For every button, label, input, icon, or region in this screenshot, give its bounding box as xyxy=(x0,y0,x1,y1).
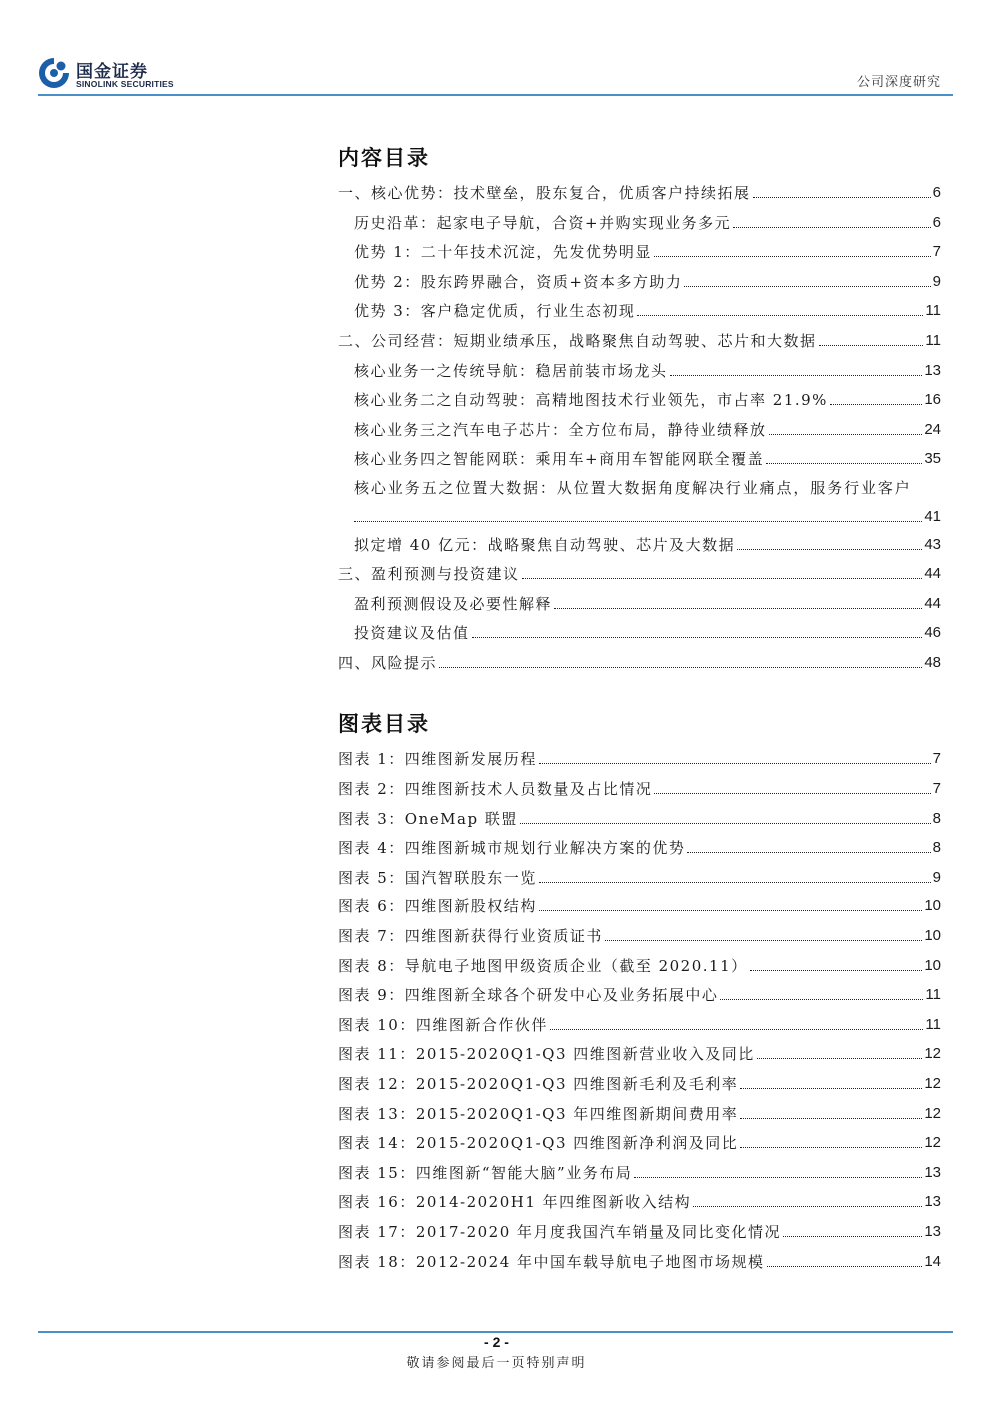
figure-entry[interactable] xyxy=(338,954,941,978)
dot-leader xyxy=(753,197,931,198)
figure-entry-text: 图表 15：四维图新“智能大脑”业务布局 xyxy=(338,1164,633,1182)
figure-entry-page: 7 xyxy=(932,780,941,797)
toc-entry-page: 16 xyxy=(924,391,941,408)
toc-entry[interactable] xyxy=(354,388,941,412)
figure-entry[interactable] xyxy=(338,1072,941,1096)
figure-entry[interactable] xyxy=(338,866,941,890)
toc-entry[interactable] xyxy=(354,418,941,442)
figure-entry-page: 13 xyxy=(924,1193,941,1210)
dot-leader xyxy=(830,404,922,405)
toc-entry[interactable] xyxy=(354,211,941,235)
toc-entry-page: 11 xyxy=(925,302,941,319)
dot-leader xyxy=(539,910,922,911)
toc-entry-page: 7 xyxy=(932,243,941,260)
dot-leader xyxy=(737,549,922,550)
figure-entry[interactable] xyxy=(338,1131,941,1155)
dot-leader xyxy=(634,1177,922,1178)
dot-leader xyxy=(740,1118,922,1119)
toc-entry-wrapped-leader[interactable] xyxy=(354,505,941,529)
toc-entry-page: 6 xyxy=(932,184,941,201)
dot-leader xyxy=(733,227,931,228)
figure-entry-text: 图表 12：2015-2020Q1-Q3 四维图新毛利及毛利率 xyxy=(338,1075,739,1093)
figure-entry-text: 图表 9：四维图新全球各个研发中心及业务拓展中心 xyxy=(338,986,719,1004)
figure-entry-text: 图表 6：四维图新股权结构 xyxy=(338,897,537,915)
dot-leader xyxy=(740,1147,922,1148)
toc-entry-page: 46 xyxy=(924,624,941,641)
dot-leader xyxy=(767,1266,923,1267)
dot-leader xyxy=(439,667,922,668)
figure-entry[interactable] xyxy=(338,777,941,801)
figure-entry-page: 14 xyxy=(924,1253,941,1270)
figure-entry-text: 图表 17：2017-2020 年月度我国汽车销量及同比变化情况 xyxy=(338,1223,782,1241)
toc-entry-text: 核心业务三之汽车电子芯片：全方位布局，静待业绩释放 xyxy=(354,421,767,439)
figure-entry-page: 10 xyxy=(924,897,941,914)
toc-entry[interactable] xyxy=(354,592,941,616)
toc-entry-text: 四、风险提示 xyxy=(338,654,438,672)
figure-entry[interactable] xyxy=(338,1220,941,1244)
toc-entry-text: 核心业务一之传统导航：稳居前装市场龙头 xyxy=(354,362,668,380)
figure-entry-page: 13 xyxy=(924,1164,941,1181)
toc-entry-page: 6 xyxy=(932,214,941,231)
disclaimer-text: 敬请参阅最后一页特别声明 xyxy=(406,1356,587,1371)
toc-entry-page: 44 xyxy=(924,595,941,612)
dot-leader xyxy=(522,578,923,579)
figure-entry[interactable] xyxy=(338,1190,941,1214)
figure-entry-text: 图表 5：国汽智联股东一览 xyxy=(338,869,537,887)
dot-leader xyxy=(687,852,930,853)
dot-leader xyxy=(720,999,923,1000)
figure-entry-text: 图表 16：2014-2020H1 年四维图新收入结构 xyxy=(338,1193,692,1211)
figure-entry[interactable] xyxy=(338,836,941,860)
toc-entry-page: 43 xyxy=(924,536,941,553)
toc-entry-page: 35 xyxy=(924,450,941,467)
figure-entry[interactable] xyxy=(338,1102,941,1126)
toc-entry[interactable] xyxy=(338,562,941,586)
dot-leader xyxy=(605,940,922,941)
toc-entry[interactable] xyxy=(338,651,941,675)
toc-entry-page: 41 xyxy=(924,508,941,525)
dot-leader xyxy=(472,637,923,638)
toc-entry-text: 核心业务二之自动驾驶：高精地图技术行业领先，市占率 21.9% xyxy=(354,391,828,409)
toc-entry-page: 48 xyxy=(924,654,941,671)
toc-entry[interactable] xyxy=(354,359,941,383)
toc-entry-text: 拟定增 40 亿元：战略聚焦自动驾驶、芯片及大数据 xyxy=(354,536,736,554)
figure-entry-page: 12 xyxy=(924,1134,941,1151)
toc-entry[interactable] xyxy=(354,447,941,471)
figure-entry-page: 11 xyxy=(925,986,941,1003)
dot-leader xyxy=(637,315,923,316)
report-type-label: 公司深度研究 xyxy=(856,75,941,90)
figure-entry[interactable] xyxy=(338,894,941,918)
dot-leader xyxy=(654,793,930,794)
company-logo xyxy=(38,57,188,93)
dot-leader xyxy=(539,882,931,883)
dot-leader xyxy=(654,256,931,257)
figure-entry-page: 13 xyxy=(924,1223,941,1240)
figure-entry-page: 12 xyxy=(924,1075,941,1092)
toc-entry-wrapped-line[interactable] xyxy=(354,476,941,500)
toc-entry-page: 13 xyxy=(924,362,941,379)
toc-entry-text: 核心业务四之智能网联：乘用车+商用车智能网联全覆盖 xyxy=(354,450,765,468)
dot-leader xyxy=(354,521,922,522)
figure-entry-page: 7 xyxy=(932,750,941,767)
toc-entry-text: 优势 2：股东跨界融合，资质+资本多方助力 xyxy=(354,273,683,291)
toc-entry-text: 二、公司经营：短期业绩承压，战略聚焦自动驾驶、芯片和大数据 xyxy=(338,332,817,350)
toc-entry-text: 核心业务五之位置大数据：从位置大数据角度解决行业痛点，服务行业客户 xyxy=(354,479,912,497)
toc-entry[interactable] xyxy=(338,329,941,353)
toc-entry[interactable] xyxy=(338,181,941,205)
toc-entry-page: 9 xyxy=(932,273,941,290)
toc-entry-page: 44 xyxy=(924,565,941,582)
figure-entry-text: 图表 18：2012-2024 年中国车载导航电子地图市场规模 xyxy=(338,1253,765,1271)
page-header xyxy=(0,0,993,100)
page-number: - 2 - xyxy=(484,1334,509,1350)
figure-entry-page: 12 xyxy=(924,1045,941,1062)
toc-entry[interactable] xyxy=(354,299,941,323)
toc-entry-text: 一、核心优势：技术壁垒，股东复合，优质客户持续拓展 xyxy=(338,184,751,202)
figure-entry-text: 图表 2：四维图新技术人员数量及占比情况 xyxy=(338,780,653,798)
figure-entry-page: 8 xyxy=(932,839,941,856)
figure-entry[interactable] xyxy=(338,1161,941,1185)
dot-leader xyxy=(740,1088,922,1089)
dot-leader xyxy=(757,1058,923,1059)
figure-entry[interactable] xyxy=(338,983,941,1007)
dot-leader xyxy=(554,608,922,609)
figure-entry[interactable] xyxy=(338,924,941,948)
dot-leader xyxy=(750,970,923,971)
toc-entry-text: 投资建议及估值 xyxy=(354,624,470,642)
figure-entry-page: 10 xyxy=(924,927,941,944)
dot-leader xyxy=(550,1029,924,1030)
figure-list-title: 图表目录 xyxy=(338,711,430,736)
dot-leader xyxy=(539,763,931,764)
figure-entry-text: 图表 10：四维图新合作伙伴 xyxy=(338,1016,548,1034)
toc-entry-text: 历史沿革：起家电子导航，合资+并购实现业务多元 xyxy=(354,214,732,232)
figure-entry[interactable] xyxy=(338,1013,941,1037)
header-divider xyxy=(38,94,953,96)
figure-entry-text: 图表 1：四维图新发展历程 xyxy=(338,750,537,768)
dot-leader xyxy=(766,463,922,464)
figure-entry-text: 图表 14：2015-2020Q1-Q3 四维图新净利润及同比 xyxy=(338,1134,739,1152)
toc-entry[interactable] xyxy=(354,240,941,264)
toc-title: 内容目录 xyxy=(338,145,430,170)
figure-entry[interactable] xyxy=(338,747,941,771)
figure-entry[interactable] xyxy=(338,1250,941,1274)
toc-entry-page: 24 xyxy=(924,421,941,438)
toc-entry[interactable] xyxy=(354,533,941,557)
dot-leader xyxy=(783,1236,922,1237)
figure-entry-page: 12 xyxy=(924,1105,941,1122)
dot-leader xyxy=(819,345,924,346)
toc-entry-text: 优势 3：客户稳定优质，行业生态初现 xyxy=(354,302,636,320)
figure-entry-text: 图表 11：2015-2020Q1-Q3 四维图新营业收入及同比 xyxy=(338,1045,755,1063)
dot-leader xyxy=(693,1206,922,1207)
dot-leader xyxy=(670,375,923,376)
figure-entry-text: 图表 7：四维图新获得行业资质证书 xyxy=(338,927,603,945)
footer-divider xyxy=(38,1331,953,1333)
toc-entry-text: 三、盈利预测与投资建议 xyxy=(338,565,520,583)
dot-leader xyxy=(769,434,923,435)
figure-entry-page: 8 xyxy=(932,810,941,827)
toc-entry[interactable] xyxy=(354,621,941,645)
toc-entry-page: 11 xyxy=(925,332,941,349)
figure-entry-text: 图表 4：四维图新城市规划行业解决方案的优势 xyxy=(338,839,686,857)
sinolink-logo-icon xyxy=(38,57,70,89)
dot-leader xyxy=(684,286,930,287)
logo-english-name: SINOLINK SECURITIES xyxy=(76,79,174,89)
figure-entry-text: 图表 8：导航电子地图甲级资质企业（截至 2020.11） xyxy=(338,957,748,975)
toc-entry-text: 优势 1：二十年技术沉淀，先发优势明显 xyxy=(354,243,652,261)
figure-entry[interactable] xyxy=(338,1042,941,1066)
dot-leader xyxy=(520,823,931,824)
figure-entry-page: 11 xyxy=(925,1016,941,1033)
figure-entry-text: 图表 13：2015-2020Q1-Q3 年四维图新期间费用率 xyxy=(338,1105,739,1123)
logo-chinese-name: 国金证券 xyxy=(76,62,148,82)
toc-entry-text: 盈利预测假设及必要性解释 xyxy=(354,595,553,613)
figure-entry-page: 10 xyxy=(924,957,941,974)
figure-entry-text: 图表 3：OneMap 联盟 xyxy=(338,810,518,828)
toc-entry[interactable] xyxy=(354,270,941,294)
figure-entry-page: 9 xyxy=(932,869,941,886)
figure-entry[interactable] xyxy=(338,807,941,831)
